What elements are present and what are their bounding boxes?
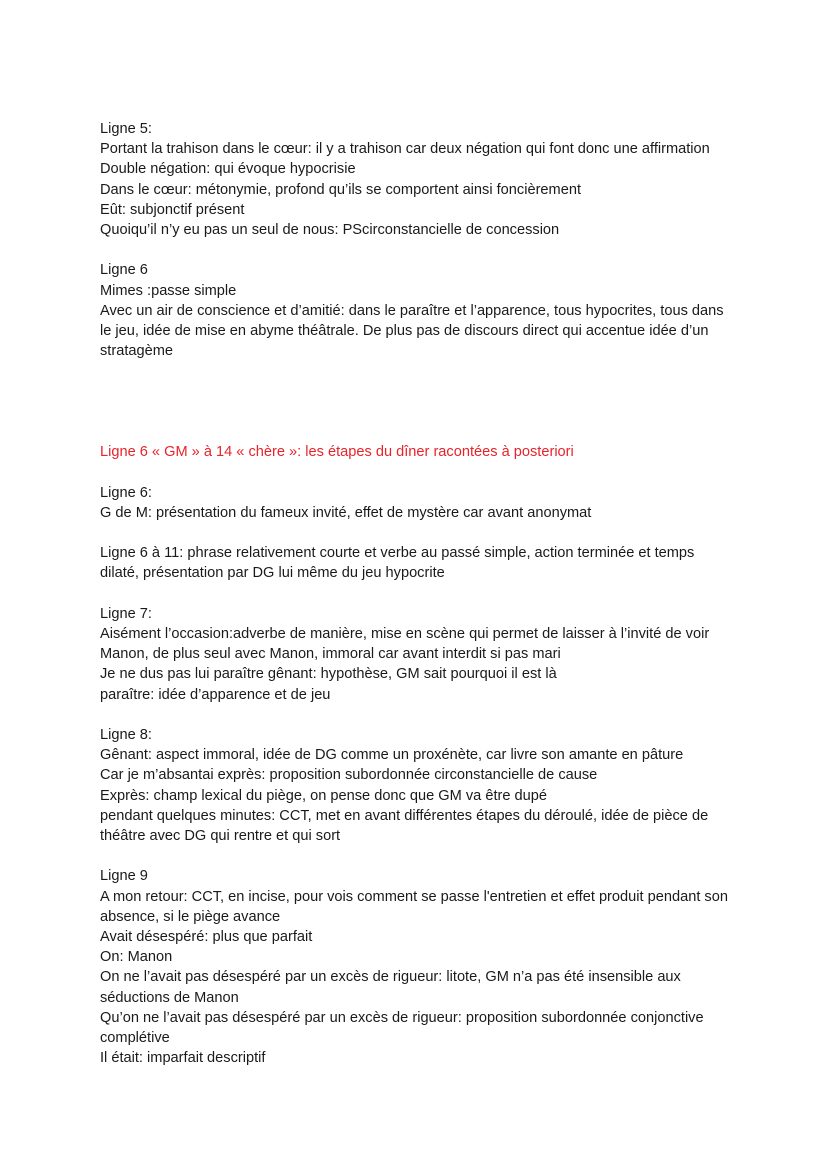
note-line: Eût: subjonctif présent <box>100 201 245 218</box>
section-title: Ligne 6 <box>100 262 148 279</box>
section-ligne-6-b <box>100 483 730 523</box>
note-line: Gênant: aspect immoral, idée de DG comme un proxénète, car livre son amante en pâture <box>100 747 684 764</box>
note-line: Exprès: champ lexical du piège, on pense donc que GM va être dupé <box>100 787 548 804</box>
section-ligne-7 <box>100 604 730 705</box>
note-line: Aisément l’occasion:adverbe de manière, mise en scène qui permet de laisser à l’invité de voir Manon, de plus seul avec Manon, immoral car avant interdit si pas mari <box>100 625 710 663</box>
note-line: Qu’on ne l’avait pas désespéré par un excès de rigueur: proposition subordonnée conjonctive complétive <box>100 1009 704 1047</box>
note-line: Quoiqu’il n’y eu pas un seul de nous: PScirconstancielle de concession <box>100 222 560 239</box>
document-page <box>100 119 730 1089</box>
section-title: Ligne 7: <box>100 605 152 622</box>
section-title: Ligne 6: <box>100 484 152 501</box>
section-title: Ligne 8: <box>100 726 152 743</box>
note-line: Mimes :passe simple <box>100 282 237 299</box>
note-line: Il était: imparfait descriptif <box>100 1050 266 1067</box>
note-line: Car je m’absantai exprès: proposition subordonnée circonstancielle de cause <box>100 767 598 784</box>
note-line: G de M: présentation du fameux invité, effet de mystère car avant anonymat <box>100 504 592 521</box>
section-ligne-6-a <box>100 260 730 361</box>
note-line: Avait désespéré: plus que parfait <box>100 929 313 945</box>
note-line: Dans le cœur: métonymie, profond qu’ils se comportent ainsi foncièrement <box>100 181 581 198</box>
note-line: On ne l’avait pas désespéré par un excès de rigueur: litote, GM n’a pas été insensible aux séductions de Manon <box>100 969 681 1006</box>
note-line: Portant la trahison dans le cœur: il y a trahison car deux négation qui font donc une affirmation <box>100 141 710 158</box>
section-ligne-9 <box>100 866 730 1068</box>
note-line: On: Manon <box>100 949 173 966</box>
red-section-heading: Ligne 6 « GM » à 14 « chère »: les étapes du dîner racontées à posteriori <box>100 444 574 461</box>
note-line: Avec un air de conscience et d’amitié: dans le paraître et l’apparence, tous hypocrites, tous dans le jeu, idée de mise en abyme théâtrale. De plus pas de discours direct qui accentue idée d’un stratagème <box>100 302 724 360</box>
section-ligne-5 <box>100 119 730 240</box>
note-line: pendant quelques minutes: CCT, met en avant différentes étapes du déroulé, idée de pièce de théâtre avec DG qui rentre et qui sort <box>100 807 709 844</box>
note-line: Ligne 6 à 11: phrase relativement courte et verbe au passé simple, action terminée et temps dilaté, présentation par DG lui même du jeu hypocrite <box>100 545 695 582</box>
note-line: Je ne dus pas lui paraître gênant: hypothèse, GM sait pourquoi il est là <box>100 666 557 683</box>
section-title: Ligne 9 <box>100 868 148 885</box>
section-title: Ligne 5: <box>100 121 152 137</box>
note-line: A mon retour: CCT, en incise, pour vois comment se passe l'entretien et effet produit pendant son absence, si le piège avance <box>100 888 728 925</box>
note-line: Double négation: qui évoque hypocrisie <box>100 161 356 178</box>
note-line: paraître: idée d’apparence et de jeu <box>100 686 331 703</box>
spacer <box>100 382 730 443</box>
section-ligne-8 <box>100 725 730 846</box>
section-ligne-6-11 <box>100 543 730 583</box>
